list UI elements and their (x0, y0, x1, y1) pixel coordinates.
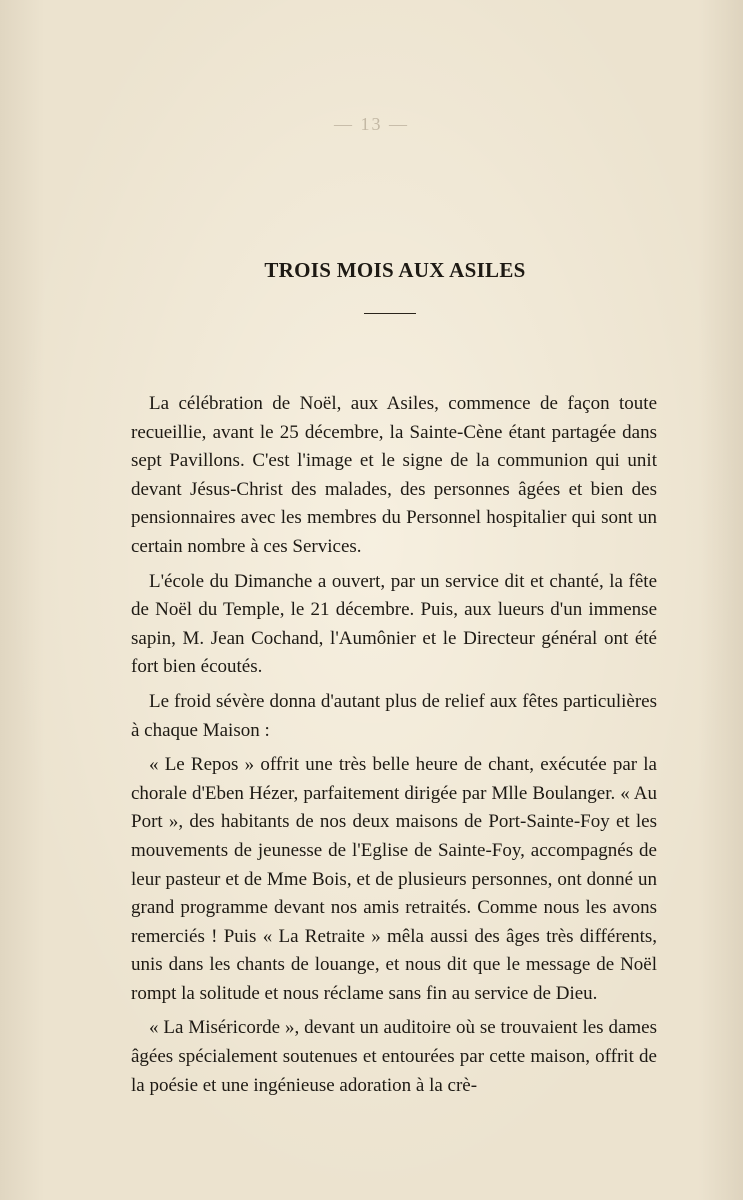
paragraph-5: « La Miséricorde », devant un auditoire où se trouvaient les dames âgées spécialement soutenues et entourées par cette maison, offrit de la poésie et une ingénieuse adoration à la crè- (131, 1017, 657, 1096)
paragraph-1: La célébration de Noël, aux Asiles, commence de façon toute recueillie, avant le 25 décembre, la Sainte-Cène étant partagée dans sept Pavillons. C'est l'image et le signe de la communion qui unit devant Jésus-Christ des malades, des personnes âgées et bien des pensionnaires avec les membres du Personnel hospitalier qui sont un certain nombre à ces Services. (131, 393, 657, 557)
paragraph-2: L'école du Dimanche a ouvert, par un service dit et chanté, la fête de Noël du Temple, le 21 décembre. Puis, aux lueurs d'un immense sapin, M. Jean Cochand, l'Aumônier et le Directeur général ont été fort bien écoutés. (131, 570, 657, 678)
title-divider (364, 313, 416, 314)
article-title: TROIS MOIS AUX ASILES (264, 258, 526, 282)
page-number: — 13 — (334, 114, 409, 134)
paragraph-4: « Le Repos » offrit une très belle heure de chant, exécutée par la chorale d'Eben Hézer, parfaitement dirigée par Mlle Boulanger. « Au Port », des habitants de nos deux maisons de Port-Sainte-Foy et les mouvements de jeunesse de l'Eglise de Sainte-Foy, accompagnés de leur pasteur et de Mme Bois, et de plusieurs personnes, ont donné un grand programme devant nos amis retraités. Comme nous les avons remerciés ! Puis « La Retraite » mêla aussi des âges très différents, unis dans les chants de louange, et nous dit que le message de Noël rompt la solitude et nous réclame sans fin au service de Dieu. (131, 754, 657, 1004)
article-body (131, 390, 657, 1106)
paragraph-3: Le froid sévère donna d'autant plus de relief aux fêtes particulières à chaque Maison : (131, 690, 657, 741)
